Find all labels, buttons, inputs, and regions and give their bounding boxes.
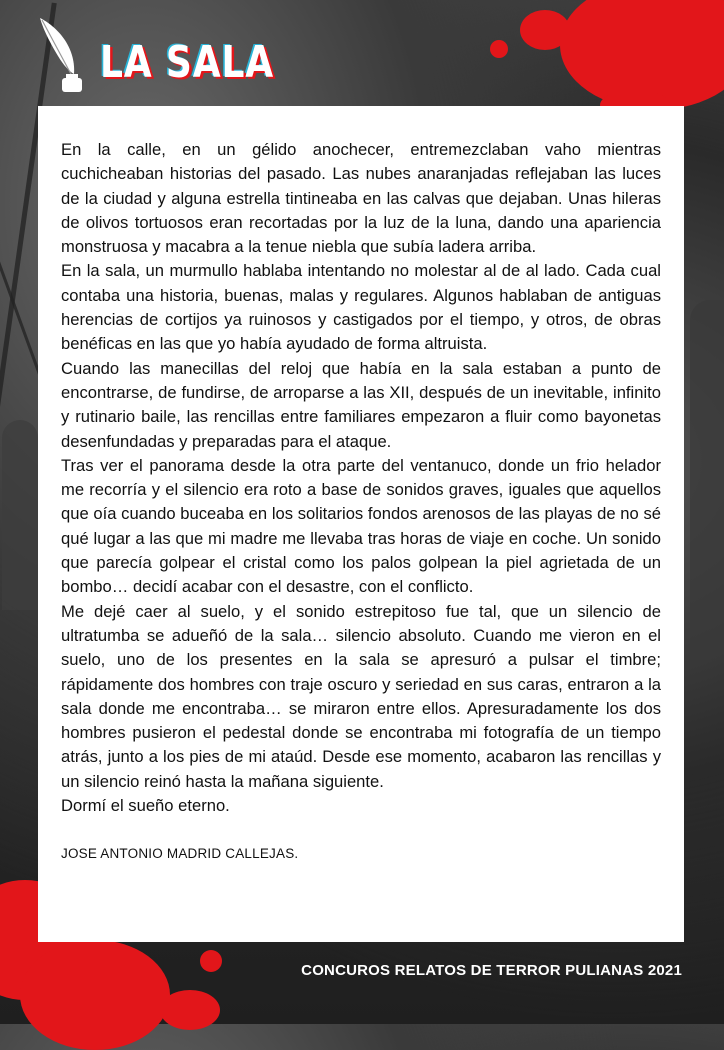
story-paragraph: Dormí el sueño eterno. — [61, 796, 230, 816]
blood-splatter — [160, 990, 220, 1030]
story-paragraph: Cuando las manecillas del reloj que había en la sala estaban a punto de encontrarse, de fundirse, de arroparse a las XII, después de un inevitable, infinito y rutinario baile, las rencillas entre familiares empezaron a fluir como bayonetas desenfundadas y preparadas para el ataque. — [61, 358, 661, 451]
header — [36, 16, 312, 100]
blood-splatter — [20, 940, 170, 1050]
story-paragraph: Tras ver el panorama desde la otra parte del ventanuco, donde un frio helador me recorría y el silencio era roto a base de sonidos graves, iguales que aquellos que oía cuando buceaba en los solitarios fondos arenosos de las playas de no sé qué lugar a las que mi madre me llevaba tras horas de viaje en coche. Un sonido que parecía golpear el cristal como los palos golpean la piel agrietada de un bombo… decidí acabar con el desastre, con el conflicto. — [61, 455, 661, 597]
story-paragraph: En la sala, un murmullo hablaba intentando no molestar al de al lado. Cada cual contaba una historia, buenas, malas y regulares. Algunos hablaban de antiguas herencias de cortijos ya ruinosos y castigados por el tiempo, y otros, de obras benéficas en las que yo había ayudado de forma altruista. — [61, 261, 661, 354]
page-title: LA SALA — [100, 36, 275, 88]
quill-inkwell-icon — [36, 16, 92, 100]
background-tombstone — [2, 420, 38, 610]
background-tree — [690, 300, 724, 660]
blood-splatter — [520, 10, 570, 50]
author-name: JOSE ANTONIO MADRID CALLEJAS. — [61, 846, 299, 862]
story-paragraph: Me dejé caer al suelo, y el sonido estrepitoso fue tal, que un silencio de ultratumba se adueñó de la sala… silencio absoluto. Cuando me vieron en el suelo, uno de los presentes en la sala se apresuró a pulsar el timbre; rápidamente dos hombres con traje oscuro y seriedad en sus caras, entraron a la sala donde me encontraba… se miraron entre ellos. Apresuradamente los dos hombres pusieron el pedestal donde se encontraba mi fotografía de un tiempo atrás, junto a los pies de mi ataúd. Desde ese momento, acabaron las rencillas y un silencio reinó hasta la mañana siguiente. — [61, 601, 661, 791]
contest-footer: CONCUROS RELATOS DE TERROR PULIANAS 2021 — [301, 962, 682, 979]
story-card — [38, 106, 684, 942]
story-paragraph: En la calle, en un gélido anochecer, entremezclaban vaho mientras cuchicheaban historias del pasado. Las nubes anaranjadas reflejaban las luces de la ciudad y alguna estrella tintineaba en las calvas que dejaban. Unas hileras de olivos tortuosos eran recortadas por la luz de la luna, dando una apariencia monstruosa y macabra a la tenue niebla que subía ladera arriba. — [61, 140, 661, 257]
blood-splatter — [490, 40, 508, 58]
blood-splatter — [200, 950, 222, 972]
